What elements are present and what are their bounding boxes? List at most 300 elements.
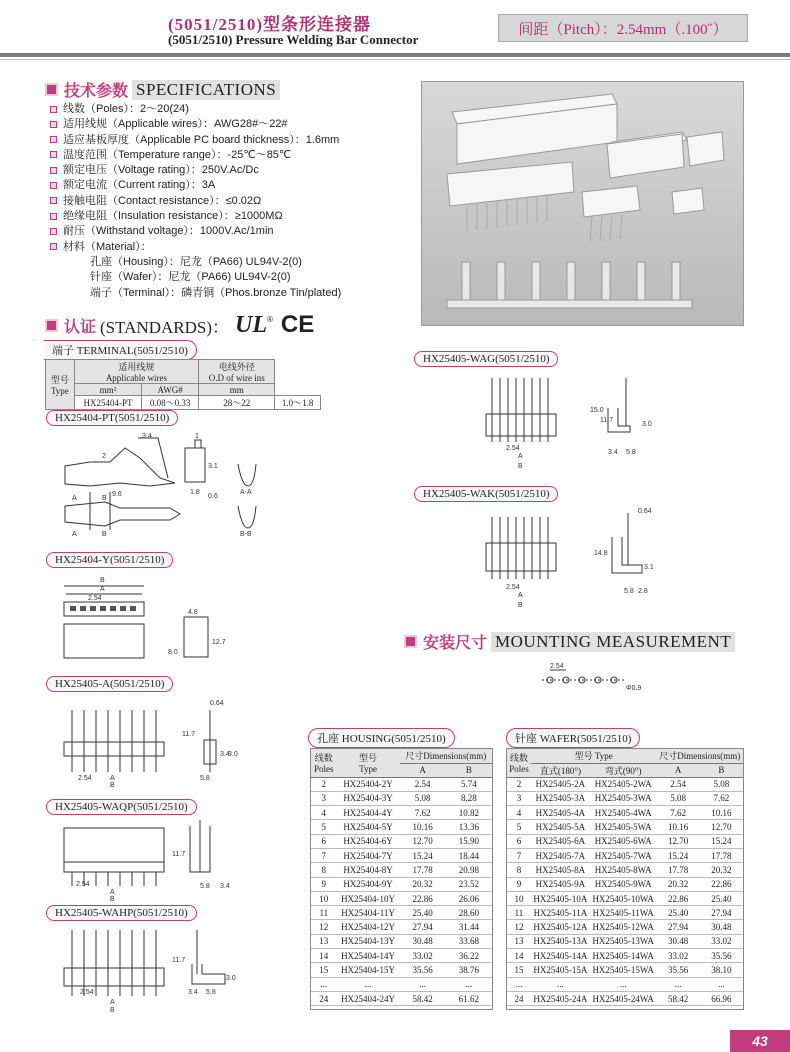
table-cell: HX25405-15A [531,963,590,977]
table-cell: 28.60 [446,906,492,920]
header-rule-thin [0,59,790,60]
table-row [507,834,743,848]
dim-label: 5.8 [624,588,634,595]
table-cell: HX25405-5WA [590,820,657,834]
table-cell: 26.06 [446,891,492,905]
specs-title-cn: 技术参数 [64,83,129,100]
table-cell: ... [590,977,657,991]
table-cell: 4 [311,806,337,820]
table-row [507,863,743,877]
table-cell: 7.62 [400,806,446,820]
table-cell: HX25405-10A [531,891,590,905]
table-cell: HX25405-12WA [590,920,657,934]
table-cell: HX25404-14Y [337,949,400,963]
table-cell: HX25405-4WA [590,806,657,820]
table-cell: 9 [311,877,337,891]
th-type: 型号 Type [531,749,657,763]
table-row [507,949,743,963]
table-row [311,920,492,934]
mounting-heading [404,630,735,653]
table-row [507,877,743,891]
table-cell: 4 [507,806,531,820]
table-cell: HX25405-9WA [590,877,657,891]
standards-title-en: (STANDARDS)： [100,317,229,337]
wafer-label: 针座 WAFER(5051/2510) [506,728,640,748]
table-cell: HX25405-11A [531,906,590,920]
dim-label: B [110,896,115,902]
dim-label: B [110,1007,115,1014]
dim-label: 11.7 [600,417,614,424]
specs-heading [45,78,280,101]
mounting-hole-label: Φ0.9 [626,685,642,692]
dim-label: 2.54 [506,445,520,452]
spec-item: 适用线规（Applicable wires）：AWG28#～22# [50,117,341,132]
drawing-wak [478,503,678,613]
table-cell: 27.94 [657,920,700,934]
table-cell: HX25404-5Y [337,820,400,834]
table-cell: 14 [507,949,531,963]
table-cell: 38.76 [446,963,492,977]
table-cell: 22.86 [700,877,743,891]
dim-label: A [110,889,115,896]
label-wag: HX25405-WAG(5051/2510) [414,351,558,367]
table-cell: 5 [507,820,531,834]
dim-label: 2.54 [88,595,102,602]
table-cell: 35.56 [400,963,446,977]
label-a: HX25405-A(5051/2510) [46,676,173,692]
dim-label: 2.8 [638,588,648,595]
table-cell: ... [700,977,743,991]
table-cell: ... [400,977,446,991]
table-row [311,963,492,977]
label-pt: HX25404-PT(5051/2510) [46,410,178,426]
th-straight: 直式(180°) [531,763,590,777]
table-cell: HX25405-2A [531,777,590,791]
specs-list [50,102,341,301]
bullet-icon [50,182,57,189]
table-cell: 12 [507,920,531,934]
table-cell: 20.98 [446,863,492,877]
spec-item: 额定电流（Current rating）：3A [50,178,341,193]
table-row [311,806,492,820]
bullet-icon [50,167,57,174]
dim-label: 3.0 [642,421,652,428]
dim-label: A [110,775,115,782]
drawing-y [58,572,228,667]
table-row [311,791,492,805]
table-cell: HX25404-2Y [337,777,400,791]
table-row [507,906,743,920]
table-cell: HX25405-24A [531,991,590,1005]
dim-label: B-B [240,531,252,538]
table-cell: 25.40 [400,906,446,920]
page-title-en: (5051/2510) Pressure Welding Bar Connector [168,32,419,47]
table-cell: HX25404-10Y [337,891,400,905]
dim-label: 11.7 [172,851,186,858]
label-wak: HX25405-WAK(5051/2510) [414,486,558,502]
dim-label: 0.6 [208,493,218,500]
dim-label: 3.0 [226,975,236,982]
table-cell: 12.70 [700,820,743,834]
table-cell: HX25405-12A [531,920,590,934]
table-cell: HX25405-5A [531,820,590,834]
table-cell: 5.08 [400,791,446,805]
table-cell: 66.96 [700,991,743,1005]
table-cell: 31.44 [446,920,492,934]
table-cell: 20.32 [657,877,700,891]
dim-label: A [518,592,523,599]
product-photo [421,81,744,326]
spec-item: 线数（Poles）：2～20(24) [50,102,341,117]
table-row [311,863,492,877]
table-cell: 13 [311,934,337,948]
th-awg: AWG# [142,384,199,396]
mounting-pitch-label: 2.54 [550,663,564,670]
table-row [507,820,743,834]
dim-label: 12.7 [212,639,226,646]
wafer-table [507,749,743,1006]
table-cell: 20.32 [700,863,743,877]
table-cell: 7 [507,848,531,862]
dim-label: 2.54 [76,881,90,888]
table-cell: ... [657,977,700,991]
waqp-dim-labels [76,851,230,902]
table-row [311,820,492,834]
table-cell: 12.70 [657,834,700,848]
table-cell: 27.94 [700,906,743,920]
th-od: 电线外径 O.D of wire ins [199,360,275,384]
table-cell: HX25405-13WA [590,934,657,948]
table-cell: 11 [311,906,337,920]
table-cell: 14 [311,949,337,963]
table-cell: HX25405-4A [531,806,590,820]
standards-heading [45,311,314,339]
ce-logo: CE [280,311,315,338]
table-cell: 3 [507,791,531,805]
dim-label: B [110,782,115,788]
table-cell: 7.62 [657,806,700,820]
drawing-wag [478,368,678,473]
dim-label: 8.0 [168,649,178,656]
table-cell: 25.40 [657,906,700,920]
registered-mark: ® [267,314,273,324]
table-cell: HX25404-12Y [337,920,400,934]
dim-label: 5.8 [200,775,210,782]
table-cell: HX25405-14WA [590,949,657,963]
table-cell: 2 [507,777,531,791]
dim-label: 3.4 [188,989,198,996]
table-row [507,991,743,1005]
table-cell: HX25405-9A [531,877,590,891]
label-y: HX25404-Y(5051/2510) [46,552,173,568]
table-cell: 23.52 [446,877,492,891]
table-cell: ... [507,977,531,991]
table-row [507,777,743,791]
dim-label: 3.4 [142,433,152,440]
spec-item: 额定电压（Voltage rating）：250V.Ac/Dc [50,163,341,178]
table-cell: 12.70 [400,834,446,848]
dim-label: 9.6 [112,491,122,498]
table-cell: 3 [311,791,337,805]
table-row [311,891,492,905]
dim-label: 3.4 [608,449,618,456]
table-row [311,949,492,963]
spec-item: 绝缘电阻（Insulation resistance）：≥1000MΩ [50,209,341,224]
standards-title-cn: 认证 [64,318,97,336]
specs-title-en: SPECIFICATIONS [132,80,280,100]
table-cell: HX25405-8WA [590,863,657,877]
bullet-icon [50,136,57,143]
table-cell: HX25404-15Y [337,963,400,977]
table-cell: 15 [507,963,531,977]
table-cell: 10 [311,891,337,905]
table-cell: 7.62 [700,791,743,805]
table-cell: 33.02 [700,934,743,948]
table-cell: 36.22 [446,949,492,963]
table-cell: 6 [507,834,531,848]
terminal-label: 端子 TERMINAL(5051/2510) [44,340,197,360]
dim-label: 2.54 [506,584,520,591]
dim-label: 1.8 [190,489,200,496]
product-photo-illustration [422,82,743,325]
th-type: 型号 Type [337,749,400,777]
table-cell: HX25404-8Y [337,863,400,877]
th-poles: 线数 Poles [311,749,337,777]
table-cell: 11 [507,906,531,920]
terminal-table [45,359,321,410]
table-cell: 7 [311,848,337,862]
table-cell: 30.48 [700,920,743,934]
table-cell: 8 [311,863,337,877]
table-row [311,934,492,948]
th-dim: 尺寸Dimensions(mm) [400,749,492,763]
table-cell: ... [446,977,492,991]
dim-label: 2.54 [80,989,94,996]
drawing-pt [50,428,270,538]
bullet-icon [50,121,57,128]
housing-table-box [310,748,493,1010]
table-cell: 18.44 [446,848,492,862]
dim-label: 3.1 [644,564,654,571]
section-square-icon [45,319,58,332]
table-cell: 10.82 [446,806,492,820]
dim-label: 3.4 [220,883,230,890]
housing-label: 孔座 HOUSING(5051/2510) [308,728,455,748]
page-number: 43 [730,1030,790,1052]
table-row [311,848,492,862]
dim-label: 5.8 [626,449,636,456]
table-cell: 10.16 [700,806,743,820]
table-cell: HX25404-7Y [337,848,400,862]
table-cell: HX25405-24WA [590,991,657,1005]
spec-item: 材料（Material）： [50,240,341,255]
table-cell: HX25405-7WA [590,848,657,862]
table-cell: 27.94 [400,920,446,934]
th-b: B [700,763,743,777]
table-row [507,977,743,991]
table-row [311,977,492,991]
material-wafer: 针座（Wafer）：尼龙（PA66) UL94V-2(0) [90,271,291,284]
table-cell: 24 [507,991,531,1005]
ul-logo: UL [235,311,267,338]
spec-item: 适应基板厚度（Applicable PC board thickness）：1.6mm [50,133,341,148]
table-cell: HX25405-11WA [590,906,657,920]
dim-label: 5.8 [200,883,210,890]
table-cell: 2 [311,777,337,791]
dim-label: B [100,577,105,584]
dim-label: 14.8 [594,550,608,557]
table-cell: 15 [311,963,337,977]
dim-label: B [518,463,523,470]
wag-dim-labels [506,407,652,470]
housing-table [311,749,492,1006]
table-cell: ... [311,977,337,991]
dim-label: 2 [102,453,106,460]
table-cell: HX25405-7A [531,848,590,862]
table-cell: HX25404-24Y [337,991,400,1005]
table-cell: 17.78 [400,863,446,877]
dim-label: 11.7 [182,731,196,738]
dim-label: 3.1 [208,463,218,470]
table-cell: 38.10 [700,963,743,977]
table-cell: HX25404-9Y [337,877,400,891]
table-cell: HX25405-13A [531,934,590,948]
th-mm2: mm² [74,384,141,396]
table-cell: 15.24 [657,848,700,862]
section-square-icon [404,635,417,648]
table-row [311,991,492,1005]
a-dim-labels [78,700,238,788]
table-cell: HX25405-3A [531,791,590,805]
table-row [507,791,743,805]
table-cell: 8 [507,863,531,877]
wafer-table-box [506,748,744,1010]
table-row [507,806,743,820]
drawing-waqp [50,816,240,902]
spec-item: 温度范围（Temperature range）：-25℃～85℃ [50,148,341,163]
table-cell: 20.32 [400,877,446,891]
dim-label: 3.4 [220,751,230,758]
table-cell: HX25405-6WA [590,834,657,848]
table-cell: 2.54 [657,777,700,791]
table-cell: 15.24 [700,834,743,848]
table-cell: 33.02 [657,949,700,963]
table-cell: 13 [507,934,531,948]
bullet-icon [50,106,57,113]
table-cell: 17.78 [657,863,700,877]
table-cell: HX25404-11Y [337,906,400,920]
table-cell: HX25405-3WA [590,791,657,805]
dim-label: 15.0 [590,407,604,414]
dim-label: A [100,586,105,593]
table-cell: 2.54 [400,777,446,791]
th-wire: 适用线规 Applicable wires [74,360,198,384]
table-cell: 58.42 [657,991,700,1005]
table-row [507,920,743,934]
th-angle: 弯式(90°) [590,763,657,777]
table-cell: 5.08 [700,777,743,791]
dim-label: A [72,495,77,502]
table-row [507,934,743,948]
table-cell: 30.48 [657,934,700,948]
table-row [311,834,492,848]
dim-label: B [102,495,107,502]
table-cell: 5.74 [446,777,492,791]
table-cell: HX25405-10WA [590,891,657,905]
table-cell: 25.40 [700,891,743,905]
table-cell: 15.24 [400,848,446,862]
drawing-mounting [540,660,680,694]
th-mm: mm [199,384,275,396]
dim-label: B [518,602,523,609]
dim-label: A [110,999,115,1006]
dim-label: 3.0 [228,751,238,758]
table-cell: 10.16 [400,820,446,834]
table-cell: HX25404-4Y [337,806,400,820]
table-cell: 30.48 [400,934,446,948]
bullet-icon [50,197,57,204]
drawing-wahp [50,922,240,1017]
table-cell: 33.02 [400,949,446,963]
dim-label: 4.8 [188,609,198,616]
table-cell: 6 [311,834,337,848]
page-title-cn: (5051/2510)型条形连接器 [168,15,372,34]
table-row: HX25404-PT 0.08～0.33 28～22 1.0～1.8 [46,396,321,410]
table-cell: 5.08 [657,791,700,805]
dim-label: 11.7 [172,957,186,964]
section-square-icon [45,83,58,96]
table-cell: 22.86 [657,891,700,905]
table-cell: 12 [311,920,337,934]
dim-label: 0.64 [638,508,652,515]
header-rule [0,53,790,57]
mounting-title-cn: 安装尺寸 [423,635,488,652]
table-row [311,906,492,920]
th-dim: 尺寸Dimensions(mm) [657,749,744,763]
bullet-icon [50,213,57,220]
table-cell: 33.68 [446,934,492,948]
bullet-icon [50,151,57,158]
drawing-a [50,696,240,788]
bullet-icon [50,243,57,250]
table-cell: HX25404-13Y [337,934,400,948]
th-b: B [446,763,492,777]
table-cell: 15.90 [446,834,492,848]
table-cell: 17.78 [700,848,743,862]
table-cell: HX25404-6Y [337,834,400,848]
th-a: A [657,763,700,777]
th-poles: 线数 Poles [507,749,531,777]
th-type: 型号 Type [46,360,75,410]
table-cell: 13.36 [446,820,492,834]
table-cell: 5 [311,820,337,834]
spec-item: 耐压（Withstand voltage）：1000V.Ac/1min [50,224,341,239]
table-cell: HX25405-14A [531,949,590,963]
table-row [311,777,492,791]
table-cell: 8.28 [446,791,492,805]
table-cell: 10.16 [657,820,700,834]
dim-label: B [102,531,107,538]
dim-label: A [72,531,77,538]
table-cell: HX25405-8A [531,863,590,877]
label-wahp: HX25405-WAHP(5051/2510) [46,905,197,921]
table-row [507,963,743,977]
dim-label: A [518,453,523,460]
table-cell: HX25405-2WA [590,777,657,791]
table-row [311,877,492,891]
spec-item: 接触电阻（Contact resistance）：≤0.02Ω [50,194,341,209]
table-cell: HX25404-3Y [337,791,400,805]
